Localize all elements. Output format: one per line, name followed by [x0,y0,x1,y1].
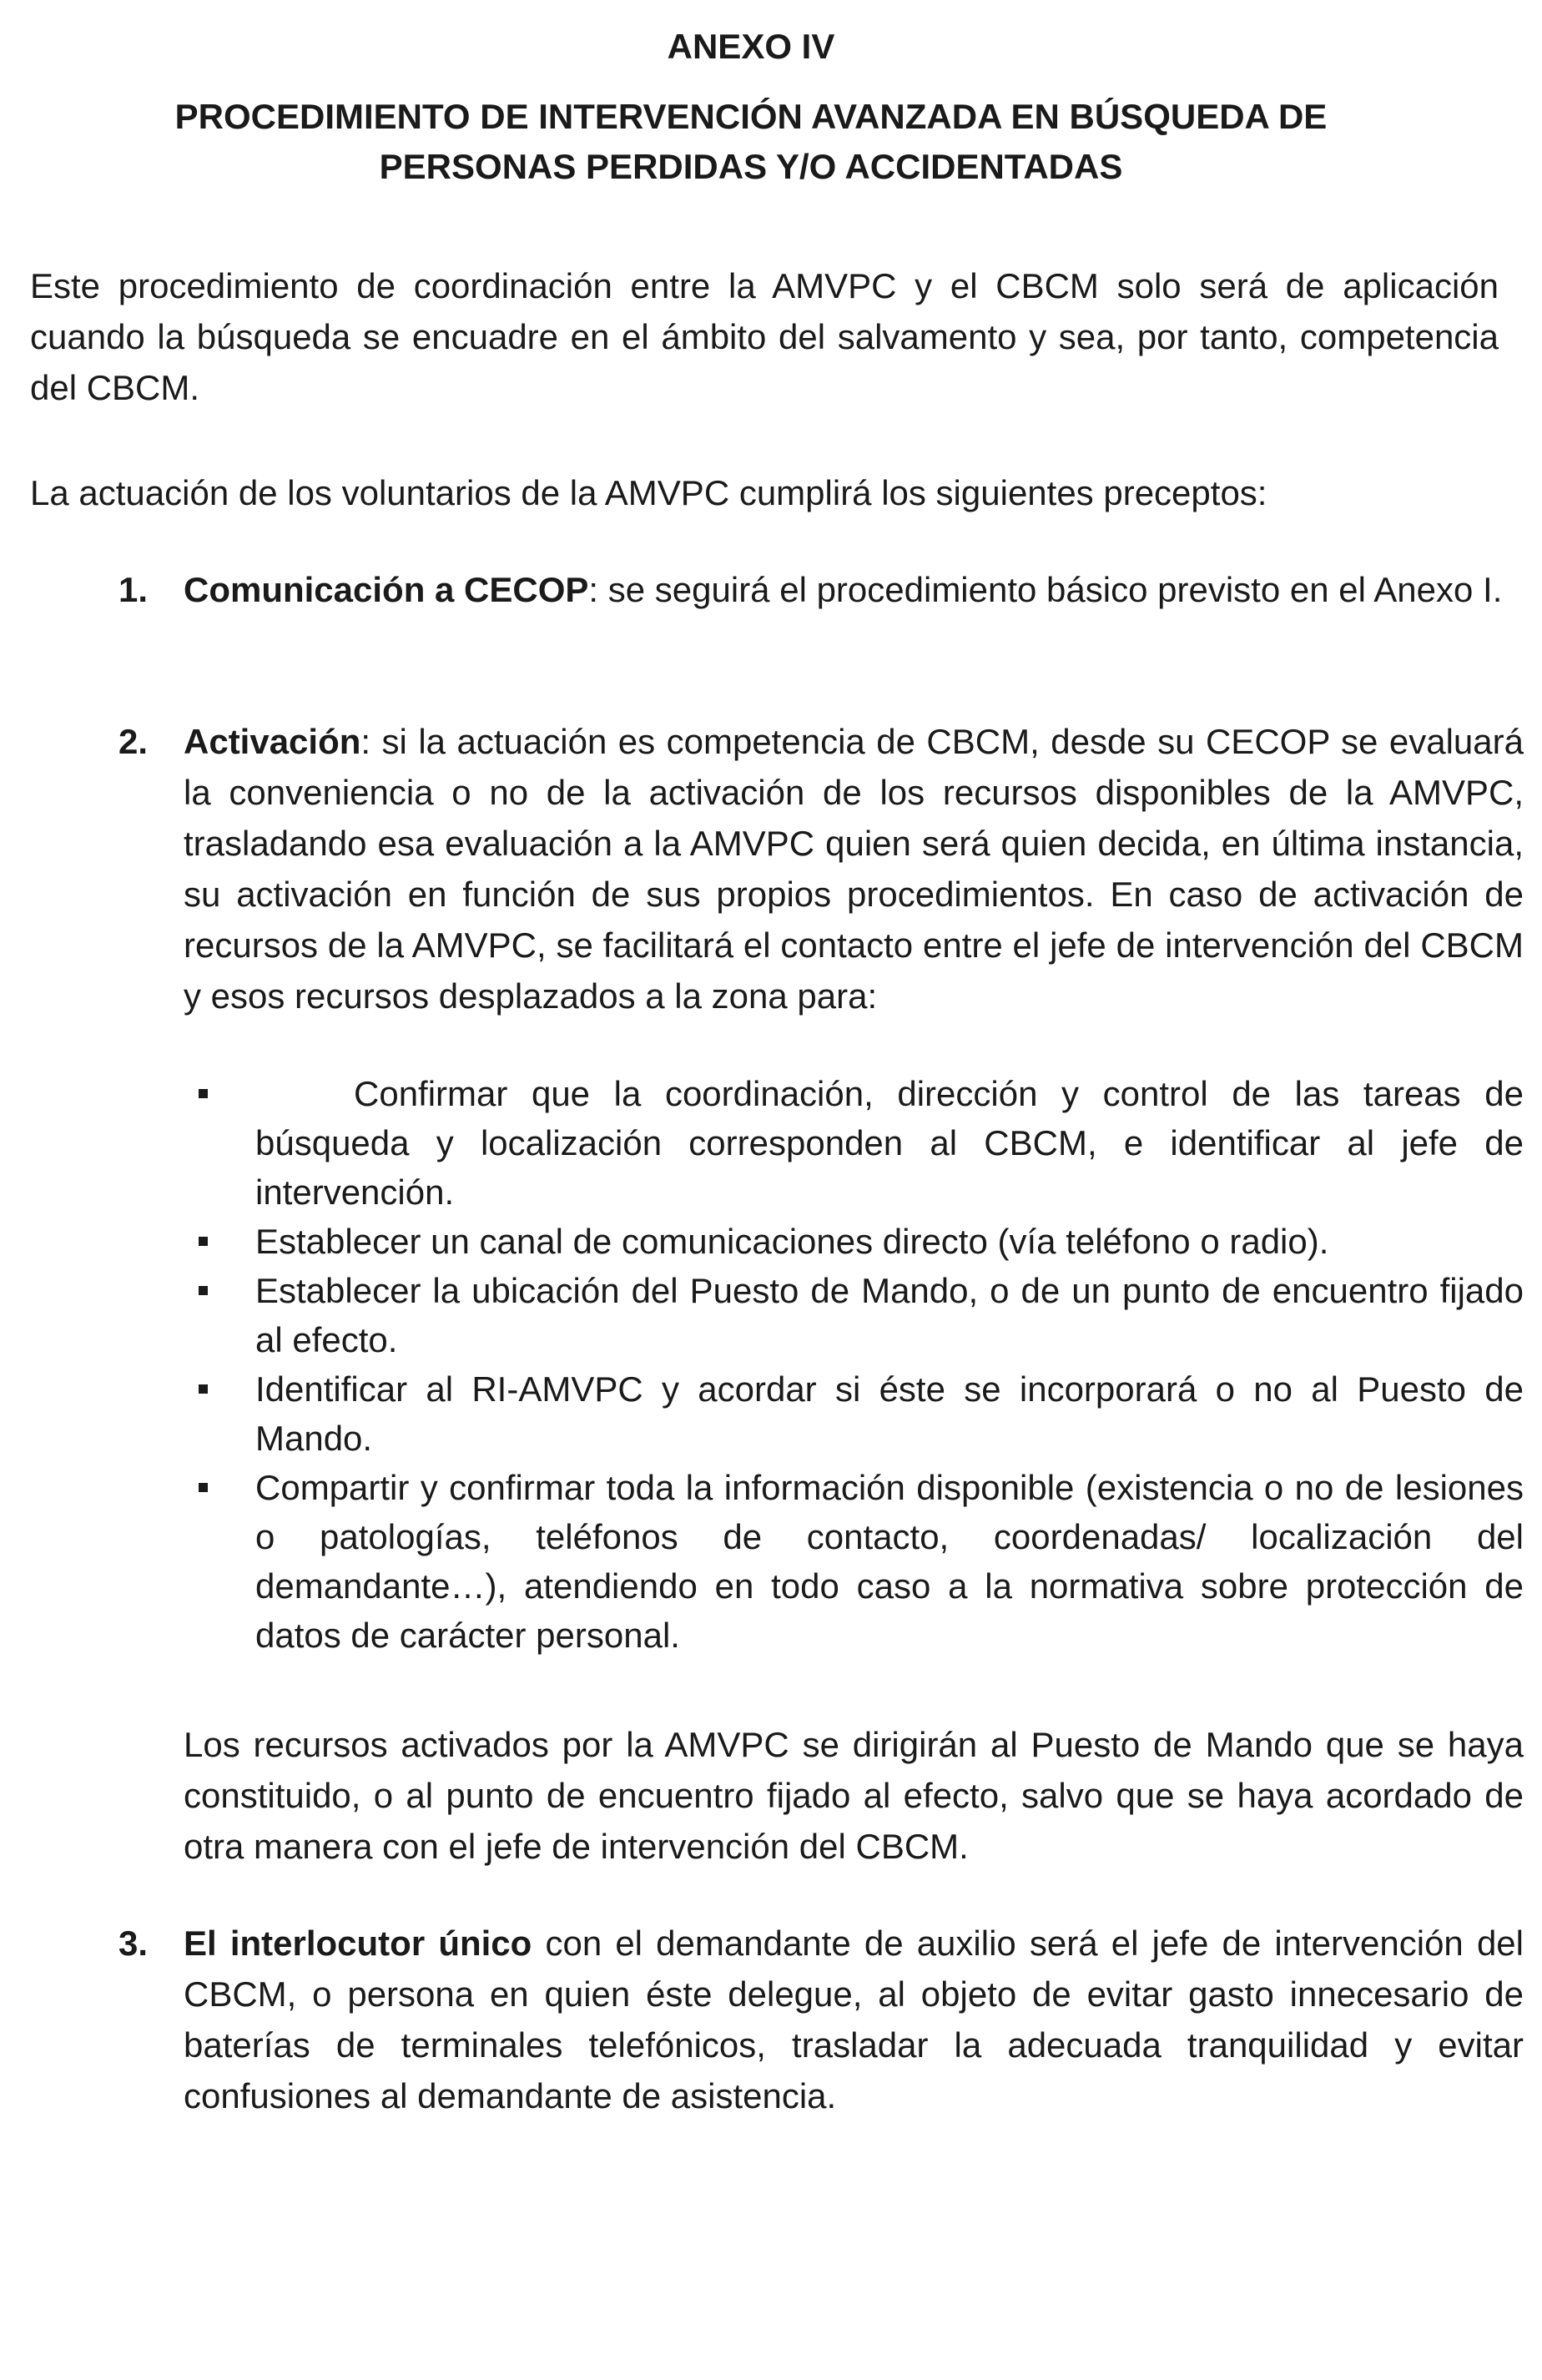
item-number: 1. [118,570,149,609]
lead-paragraph: La actuación de los voluntarios de la AMVPC cumplirá los siguientes preceptos: [30,473,1267,512]
bullet-text: Compartir y confirmar toda la información disponible (existencia o no de lesiones o patologías, teléfonos de contacto, coordenadas/ localización del demandante…), atendiendo en todo caso a la normativa sobre protección de datos de carácter personal. [255,1468,1524,1655]
square-bullet-icon [199,1089,208,1098]
bullet-item [184,1364,1524,1463]
bullet-item [184,1463,1524,1660]
item-keyword: Activación [184,722,361,761]
item-keyword: Comunicación a CECOP [184,570,589,609]
square-bullet-icon [199,1286,208,1295]
title-line-2: PERSONAS PERDIDAS Y/O ACCIDENTADAS [379,147,1123,186]
item-number: 3. [118,1924,149,1963]
after-bullets-paragraph: Los recursos activados por la AMVPC se dirigirán al Puesto de Mando que se haya constituido, o al punto de encuentro fijado al efecto, salvo que se haya acordado de otra manera con el jefe de intervención del CBCM. [184,1725,1524,1866]
item-keyword: El interlocutor único [184,1924,532,1963]
item-text: : se seguirá el procedimiento básico previsto en el Anexo I. [588,570,1503,609]
bullet-item [184,1069,1524,1217]
bullet-text: Identificar al RI-AMVPC y acordar si éste se incorporará o no al Puesto de Mando. [255,1369,1524,1458]
item-body [184,564,1524,615]
item-text: : si la actuación es competencia de CBCM, desde su CECOP se evaluará la conveniencia o no de la activación de los recursos disponibles de la AMVPC, trasladando esa evaluación a la AMVPC quien será quien decida, en última instancia, su activación en función de sus propios procedimientos. En caso de activación de recursos de la AMVPC, se facilitará el contacto entre el jefe de intervención del CBCM y esos recursos desplazados a la zona para: [184,722,1524,1016]
item-text: con el demandante de auxilio será el jefe de intervención del CBCM, o persona en quien éste delegue, al objeto de evitar gasto innecesario de baterías de terminales telefónicos, trasladar la adecuada tranquilidad y evitar confusiones al demandante de asistencia. [184,1924,1524,2115]
item-number: 2. [118,722,149,761]
bullet-item [184,1217,1524,1266]
bullet-text: Establecer un canal de comunicaciones directo (vía teléfono o radio). [255,1222,1329,1261]
intro-paragraph: Este procedimiento de coordinación entre la AMVPC y el CBCM solo será de aplicación cuando la búsqueda se encuadre en el ámbito del salvamento y sea, por tanto, competencia del CBCM. [30,266,1499,407]
square-bullet-icon [199,1483,208,1492]
item-body [184,1918,1524,2121]
bullet-text: Establecer la ubicación del Puesto de Mando, o de un punto de encuentro fijado al efecto. [255,1271,1524,1359]
bullet-list [184,1069,1524,1660]
bullet-item [184,1266,1524,1364]
title-line-1: PROCEDIMIENTO DE INTERVENCIÓN AVANZADA EN BÚSQUEDA DE [174,97,1328,136]
square-bullet-icon [199,1237,208,1246]
bullet-text: Confirmar que la coordinación, dirección y control de las tareas de búsqueda y localización corresponden al CBCM, e identificar al jefe de intervención. [255,1074,1524,1212]
document-title [0,92,1502,192]
square-bullet-icon [199,1384,208,1394]
annex-title: ANEXO IV [667,27,835,66]
item-body [184,716,1524,1021]
